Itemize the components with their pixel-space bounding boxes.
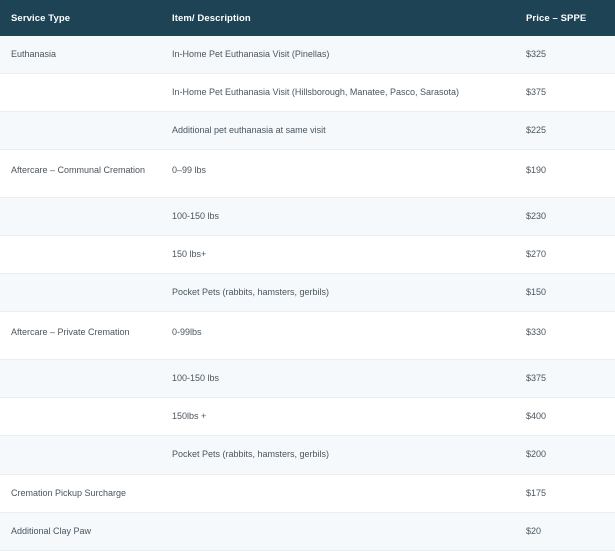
cell-service-type (0, 74, 161, 112)
table-row (0, 436, 615, 474)
cell-item-description: 100-150 lbs (161, 360, 515, 398)
cell-item-description: 0–99 lbs (161, 150, 515, 198)
cell-item-description: 100-150 lbs (161, 198, 515, 236)
cell-price: $20 (515, 512, 615, 550)
cell-item-description: Pocket Pets (rabbits, hamsters, gerbils) (161, 436, 515, 474)
table-row (0, 360, 615, 398)
table-row (0, 150, 615, 198)
cell-item-description: Pocket Pets (rabbits, hamsters, gerbils) (161, 274, 515, 312)
table-row (0, 312, 615, 360)
cell-price: $200 (515, 436, 615, 474)
column-header-price: Price – SPPE (515, 0, 615, 36)
cell-service-type: Cremation Pickup Surcharge (0, 474, 161, 512)
cell-service-type: Additional Clay Paw (0, 512, 161, 550)
cell-service-type (0, 398, 161, 436)
table-row (0, 74, 615, 112)
table-row (0, 198, 615, 236)
cell-price: $150 (515, 274, 615, 312)
cell-price: $375 (515, 360, 615, 398)
cell-service-type: Aftercare – Private Cremation (0, 312, 161, 360)
cell-item-description: In-Home Pet Euthanasia Visit (Hillsborough, Manatee, Pasco, Sarasota) (161, 74, 515, 112)
cell-item-description: 0-99lbs (161, 312, 515, 360)
cell-service-type: Aftercare – Communal Cremation (0, 150, 161, 198)
table-row (0, 112, 615, 150)
cell-item-description: Additional pet euthanasia at same visit (161, 112, 515, 150)
cell-item-description (161, 474, 515, 512)
cell-service-type (0, 274, 161, 312)
cell-service-type (0, 236, 161, 274)
cell-service-type (0, 436, 161, 474)
cell-item-description: 150 lbs+ (161, 236, 515, 274)
table-header-row (0, 0, 615, 36)
cell-price: $400 (515, 398, 615, 436)
cell-price: $330 (515, 312, 615, 360)
cell-price: $190 (515, 150, 615, 198)
cell-item-description: 150lbs + (161, 398, 515, 436)
table-row (0, 512, 615, 550)
cell-price: $375 (515, 74, 615, 112)
cell-service-type: Euthanasia (0, 36, 161, 74)
table-row (0, 36, 615, 74)
table-header (0, 0, 615, 36)
cell-price: $225 (515, 112, 615, 150)
cell-price: $175 (515, 474, 615, 512)
table-row (0, 474, 615, 512)
cell-service-type (0, 198, 161, 236)
cell-service-type (0, 112, 161, 150)
column-header-service-type: Service Type (0, 0, 161, 36)
table-row (0, 274, 615, 312)
column-header-item-description: Item/ Description (161, 0, 515, 36)
cell-price: $230 (515, 198, 615, 236)
table-body (0, 36, 615, 550)
cell-item-description (161, 512, 515, 550)
cell-price: $325 (515, 36, 615, 74)
table-row (0, 236, 615, 274)
cell-service-type (0, 360, 161, 398)
cell-price: $270 (515, 236, 615, 274)
table-row (0, 398, 615, 436)
cell-item-description: In-Home Pet Euthanasia Visit (Pinellas) (161, 36, 515, 74)
